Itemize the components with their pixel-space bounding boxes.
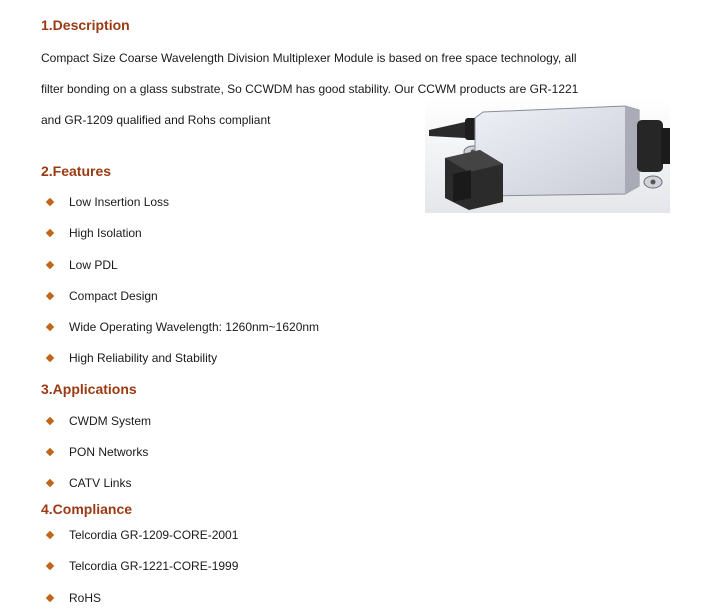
list-item (45, 350, 217, 366)
list-item (45, 319, 319, 335)
diamond-bullet-icon (46, 417, 54, 425)
diamond-bullet-icon (46, 198, 54, 206)
diamond-bullet-icon (46, 562, 54, 570)
list-item (45, 288, 158, 304)
description-line-3: and GR-1209 qualified and Rohs compliant (41, 113, 271, 127)
ccwdm-module-image (425, 98, 670, 213)
description-line-1: Compact Size Coarse Wavelength Division Multiplexer Module is based on free space technology, all (41, 51, 577, 65)
feature-label: Low PDL (69, 258, 118, 272)
diamond-bullet-icon (46, 261, 54, 269)
diamond-bullet-icon (46, 479, 54, 487)
description-line-2: filter bonding on a glass substrate, So CCWDM has good stability. Our CCWM products are GR-1221 (41, 82, 579, 96)
section-heading-features: 2.Features (41, 163, 112, 179)
feature-label: High Isolation (69, 226, 142, 240)
application-label: CATV Links (69, 476, 132, 490)
compliance-label: RoHS (69, 591, 102, 605)
feature-label: High Reliability and Stability (69, 351, 218, 365)
section-heading-compliance: 4.Compliance (41, 501, 133, 517)
feature-label: Low Insertion Loss (69, 195, 170, 209)
compliance-label: Telcordia GR-1221-CORE-1999 (69, 559, 239, 573)
diamond-bullet-icon (46, 323, 54, 331)
list-item (45, 257, 118, 273)
list-item (45, 558, 238, 574)
diamond-bullet-icon (46, 354, 54, 362)
list-item (45, 413, 151, 429)
list-item (45, 475, 131, 491)
application-label: CWDM System (69, 414, 151, 428)
diamond-bullet-icon (46, 229, 54, 237)
diamond-bullet-icon (46, 594, 54, 602)
diamond-bullet-icon (46, 531, 54, 539)
section-heading-applications: 3.Applications (41, 381, 137, 397)
feature-label: Compact Design (69, 289, 158, 303)
list-item (45, 225, 142, 241)
diamond-bullet-icon (46, 448, 54, 456)
list-item (45, 590, 101, 606)
diamond-bullet-icon (46, 292, 54, 300)
list-item (45, 194, 169, 210)
list-item (45, 444, 148, 460)
section-heading-description: 1.Description (41, 17, 130, 33)
list-item (45, 527, 238, 543)
compliance-label: Telcordia GR-1209-CORE-2001 (69, 528, 239, 542)
feature-label: Wide Operating Wavelength: 1260nm~1620nm (69, 320, 320, 334)
application-label: PON Networks (69, 445, 149, 459)
